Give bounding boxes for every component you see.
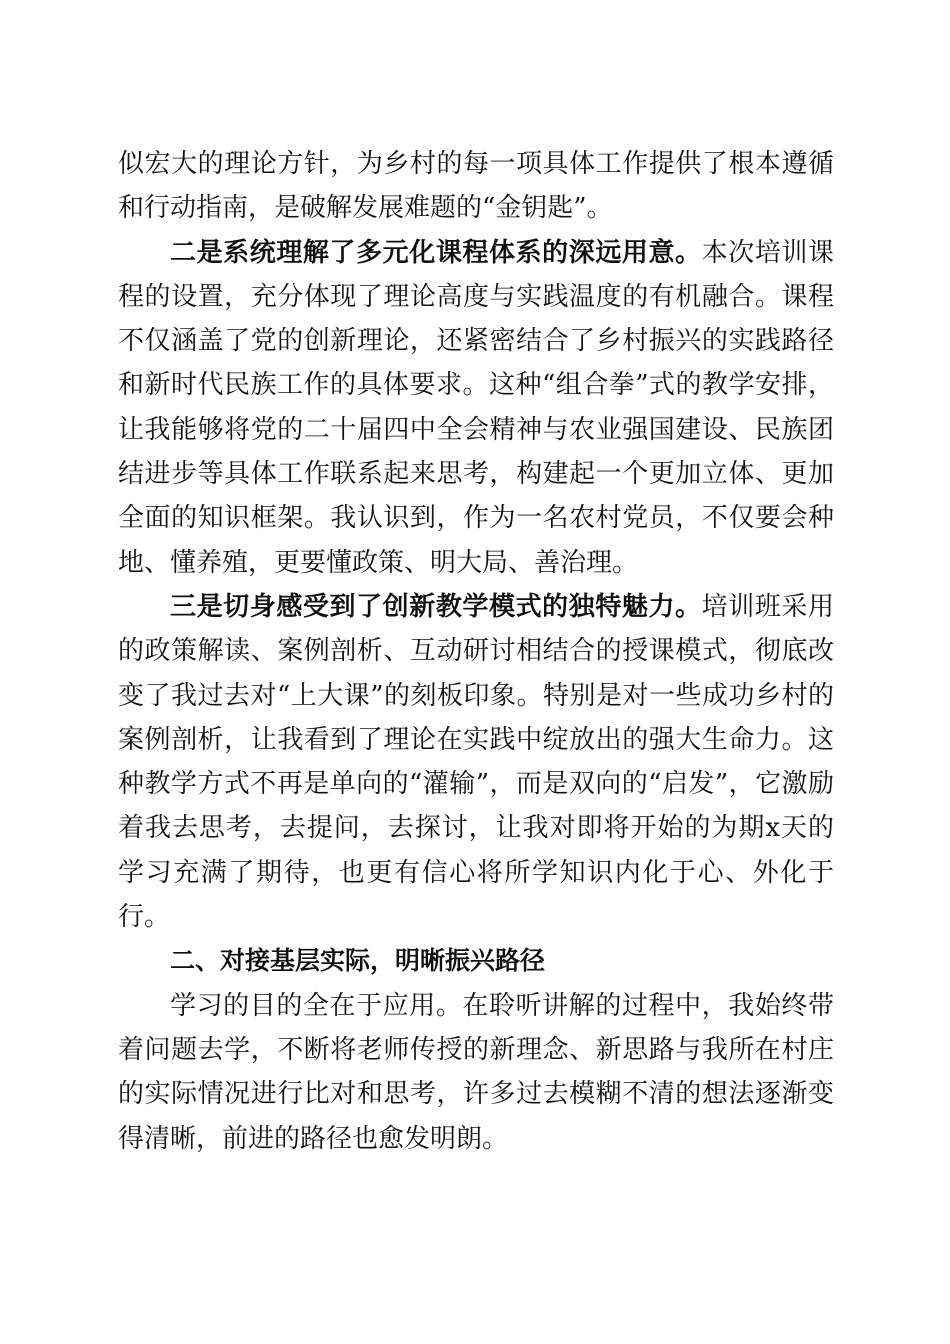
paragraph-text: 培训班采用的政策解读、案例剖析、互动研讨相结合的授课模式，彻底改变了我过去对“上大课”的刻板印象。特别是对一些成功乡村的案例剖析，让我看到了理论在实践中绽放出的强大生命力。这种教学方式不再是单向的“灌输”，而是双向的“启发”，它激励着我去思考，去提问，去探讨，让我对即将开始的为期x天的学习充满了期待，也更有信心将所学知识内化于心、外化于行。 xyxy=(118,591,834,933)
document-body xyxy=(118,142,834,1161)
paragraph-continuation xyxy=(118,142,834,231)
paragraph-lead-sentence: 二是系统理解了多元化课程体系的深远用意。 xyxy=(170,237,702,268)
paragraph-point-three xyxy=(118,585,834,939)
section-heading: 二、对接基层实际，明晰振兴路径 xyxy=(170,946,546,976)
paragraph-text: 本次培训课程的设置，充分体现了理论高度与实践温度的有机融合。课程不仅涵盖了党的创新理论，还紧密结合了乡村振兴的实践路径和新时代民族工作的具体要求。这种“组合拳”式的教学安排，让我能够将党的二十届四中全会精神与农业强国建设、民族团结进步等具体工作联系起来思考，构建起一个更加立体、更加全面的知识框架。我认识到，作为一名农村党员，不仅要会种地、懂养殖，更要懂政策、明大局、善治理。 xyxy=(118,237,834,578)
paragraph-closing: 学习的目的全在于应用。在聆听讲解的过程中，我始终带着问题去学，不断将老师传授的新理念、新思路与我所在村庄的实际情况进行比对和思考，许多过去模糊不清的想法逐渐变得清晰，前进的路径也愈发明朗。 xyxy=(118,990,834,1154)
paragraph-lead-sentence: 三是切身感受到了创新教学模式的独特魅力。 xyxy=(170,591,702,622)
paragraph-point-two xyxy=(118,231,834,585)
paragraph-text: 似宏大的理论方针，为乡村的每一项具体工作提供了根本遵循和行动指南，是破解发展难题的“金钥匙”。 xyxy=(118,149,834,224)
